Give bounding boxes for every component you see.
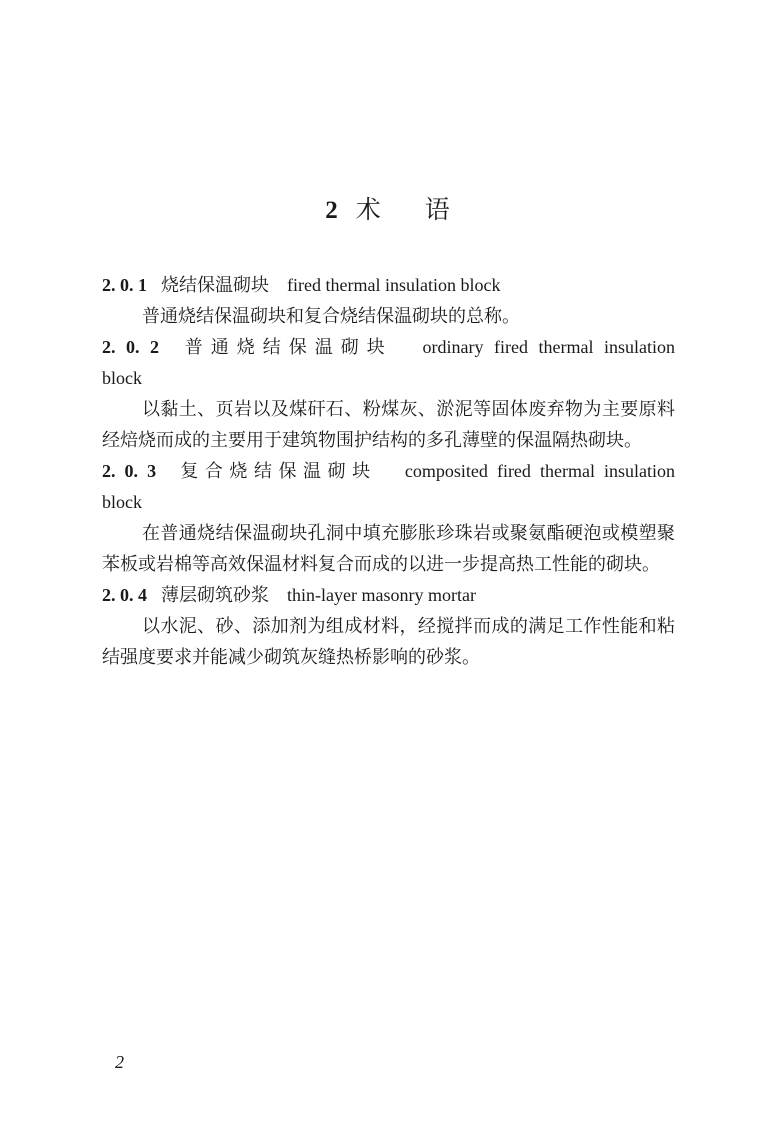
term-english: composited fired thermal insulation <box>404 461 675 481</box>
term-chinese: 烧结保温砌块 <box>161 275 269 296</box>
term-chinese: 普通烧结保温砌块 <box>184 337 393 358</box>
term-number: 2. 0. 4 <box>102 585 147 605</box>
term-heading <box>102 270 675 301</box>
chapter-title-part1: 术 <box>355 195 425 224</box>
term-heading <box>102 332 675 363</box>
term-english: fired thermal insulation block <box>287 275 501 295</box>
chapter-title-part2: 语 <box>424 195 450 224</box>
term-entry <box>102 332 675 456</box>
term-english-continued: block <box>102 492 142 512</box>
term-chinese: 复合烧结保温砌块 <box>180 461 377 482</box>
chapter-number: 2 <box>325 197 338 224</box>
term-number: 2. 0. 2 <box>102 337 160 357</box>
term-chinese: 薄层砌筑砂浆 <box>161 585 269 606</box>
term-definition: 以水泥、砂、添加剂为组成材料，经搅拌而成的满足工作性能和粘结强度要求并能减少砌筑灰缝热桥影响的砂浆。 <box>102 616 675 668</box>
term-english: thin-layer masonry mortar <box>287 585 476 605</box>
term-entry <box>102 580 675 673</box>
term-entry <box>102 270 675 332</box>
term-english: ordinary fired thermal insulation <box>422 337 675 357</box>
term-entry <box>102 456 675 580</box>
page-number: 2 <box>115 1052 124 1072</box>
term-definition: 以黏土、页岩以及煤矸石、粉煤灰、淤泥等固体废弃物为主要原料经焙烧而成的主要用于建筑物围护结构的多孔薄壁的保温隔热砌块。 <box>102 399 675 451</box>
chapter-title <box>0 192 775 229</box>
term-number: 2. 0. 1 <box>102 275 147 295</box>
term-definition: 普通烧结保温砌块和复合烧结保温砌块的总称。 <box>142 306 520 327</box>
term-english-continued: block <box>102 368 142 388</box>
term-heading <box>102 456 675 487</box>
terms-list <box>102 270 675 673</box>
term-definition: 在普通烧结保温砌块孔洞中填充膨胀珍珠岩或聚氨酯硬泡或模塑聚苯板或岩棉等高效保温材料复合而成的以进一步提高热工性能的砌块。 <box>102 523 675 575</box>
term-heading <box>102 580 675 611</box>
term-number: 2. 0. 3 <box>102 461 157 481</box>
